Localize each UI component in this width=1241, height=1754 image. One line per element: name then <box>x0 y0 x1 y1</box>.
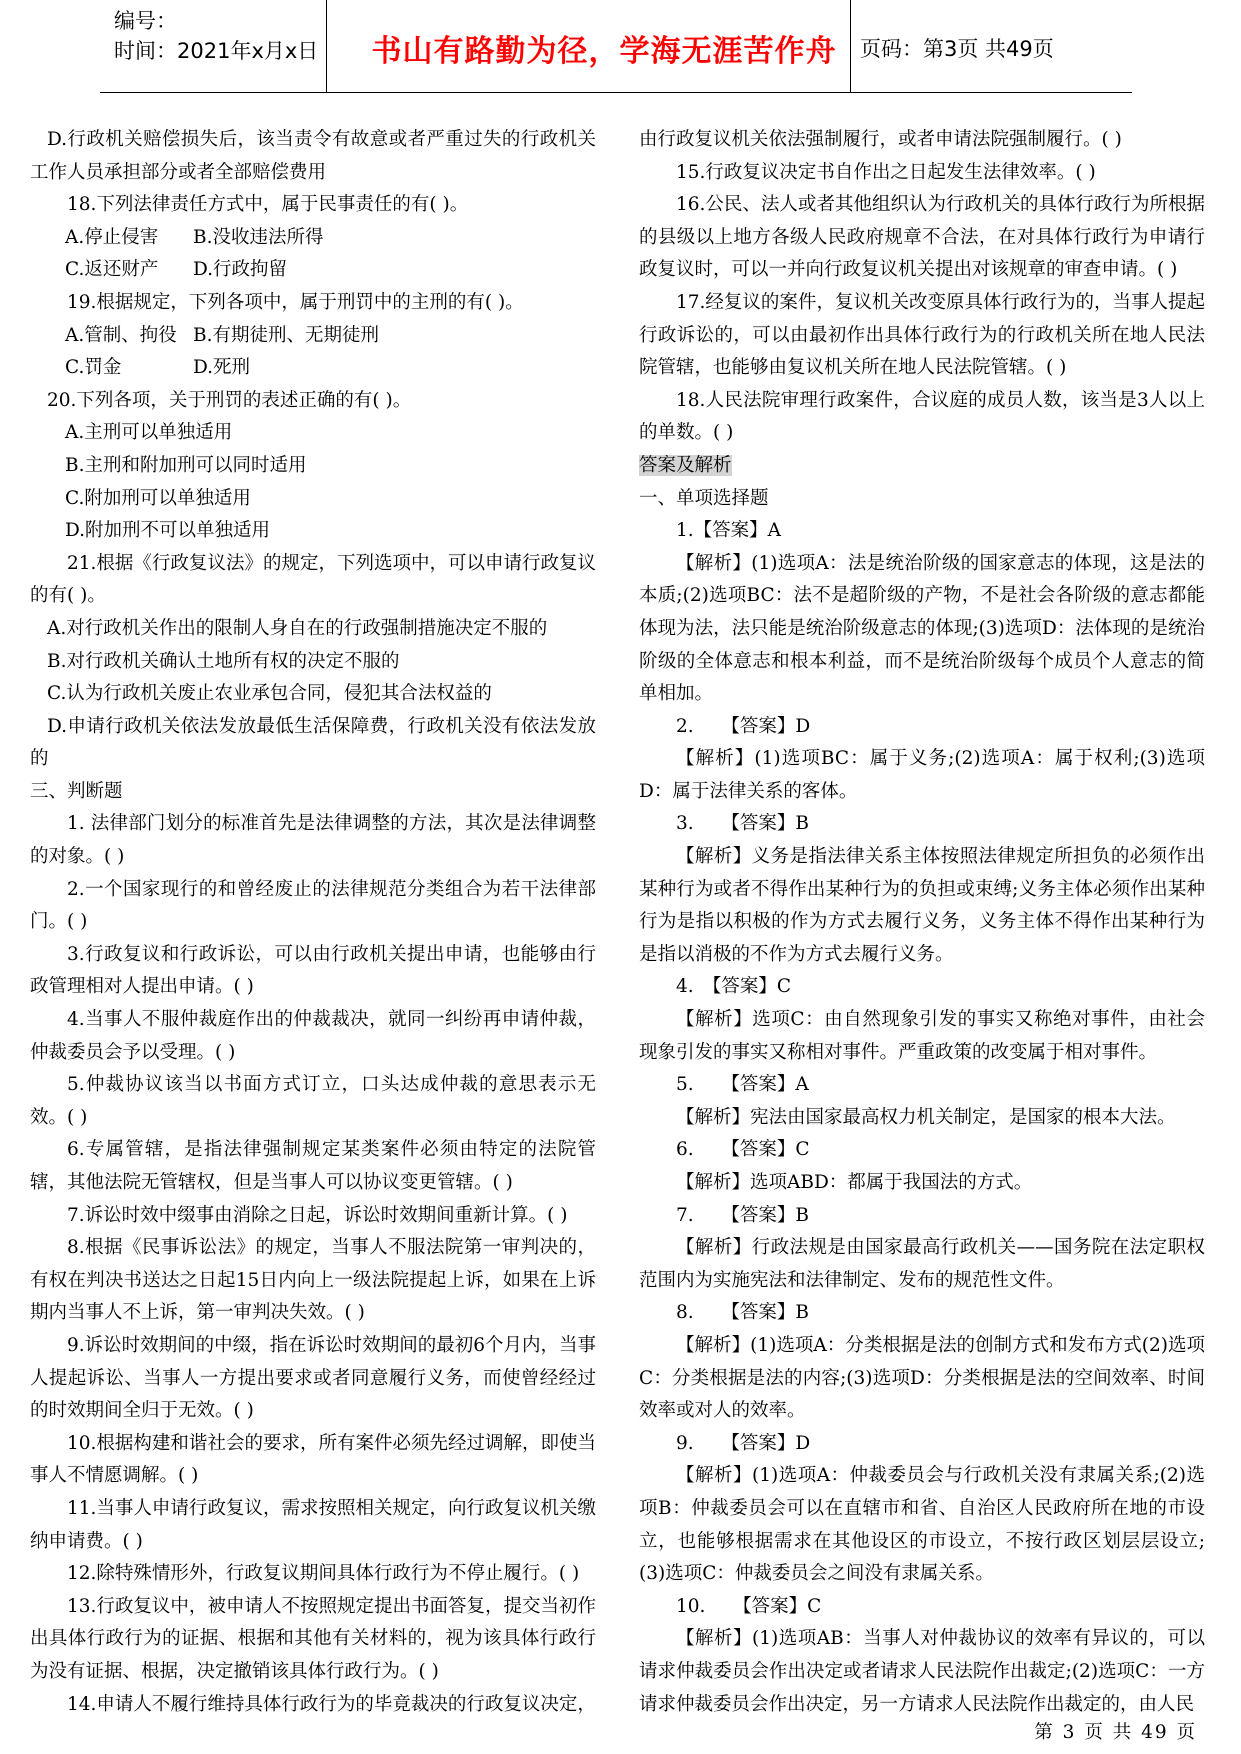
option-text: C.返还财产 <box>65 259 159 281</box>
highlighted-heading: 答案及解析 <box>639 454 732 476</box>
paragraph: 19.根据规定，下列各项中，属于刑罚中的主刑的有( )。 <box>67 291 524 313</box>
paragraph: 【解析】选项ABD：都属于我国法的方式。 <box>676 1172 1033 1193</box>
option-text: D.死刑 <box>193 357 251 379</box>
paragraph: 5. 【答案】A <box>676 1074 809 1096</box>
paragraph: 【解析】宪法由国家最高权力机关制定，是国家的根本大法。 <box>676 1106 1176 1128</box>
paragraph: 10.根据构建和谐社会的要求，所有案件必须先经过调解，即使当事人不情愿调解。( ) <box>30 1432 596 1487</box>
option-text: A.停止侵害 <box>65 226 159 248</box>
paragraph: C.认为行政机关废止农业承包合同，侵犯其合法权益的 <box>47 683 492 705</box>
header-divider-right <box>850 0 851 92</box>
option-row <box>30 320 596 353</box>
right-column <box>639 124 1205 1721</box>
paragraph: 【解析】(1)选项AB：当事人对仲裁协议的效率有异议的，可以请求仲裁委员会作出决定或者请求人民法院作出裁定;(2)选项C：一方请求仲裁委员会作出决定，另一方请求人民法院作出裁定的，由人民 <box>639 1628 1205 1715</box>
option-text: B.有期徒刑、无期徒刑 <box>193 324 379 346</box>
paragraph: 【解析】(1)选项A：分类根据是法的创制方式和发布方式(2)选项C：分类根据是法的内容;(3)选项D：分类根据是法的空间效率、时间效率或对人的效率。 <box>639 1334 1205 1422</box>
header-motto: 书山有路勤为径，学海无涯苦作舟 <box>371 34 837 69</box>
paragraph: 【解析】行政法规是由国家最高行政机关——国务院在法定职权范围内为实施宪法和法律制定、发布的规范性文件。 <box>639 1237 1205 1291</box>
option-text: A.管制、拘役 <box>65 324 177 346</box>
paragraph: 9. 【答案】D <box>676 1432 811 1454</box>
option-text: B.没收违法所得 <box>193 226 324 248</box>
paragraph: D.申请行政机关依法发放最低生活保障费，行政机关没有依法发放的 <box>30 715 596 770</box>
paragraph: 8.根据《民事诉讼法》的规定，当事人不服法院第一审判决的，有权在判决书送达之日起15日内向上一级法院提起上诉，如果在上诉期内当事人不上诉，第一审判决失效。( ) <box>30 1237 596 1324</box>
paragraph: 7.诉讼时效中缀事由消除之日起，诉讼时效期间重新计算。( ) <box>67 1204 568 1226</box>
paragraph: 【解析】(1)选项A：仲裁委员会与行政机关没有隶属关系;(2)选项B：仲裁委员会可以在直辖市和省、自治区人民政府所在地的市设立，也能够根据需求在其他设区的市设立，不按行政区划层层设立;(3)选项C：仲裁委员会之间没有隶属关系。 <box>639 1465 1205 1585</box>
paragraph: 6. 【答案】C <box>676 1139 810 1161</box>
paragraph: 13.行政复议中，被申请人不按照规定提出书面答复，提交当初作出具体行政行为的证据、根据和其他有关材料的，视为该具体行政行为没有证据、根据，决定撤销该具体行政行为。( ) <box>30 1595 596 1682</box>
paragraph: 一、单项选择题 <box>639 487 769 509</box>
paragraph: 1.【答案】A <box>676 520 782 542</box>
paragraph: 由行政复议机关依法强制履行，或者申请法院强制履行。( ) <box>639 129 1122 150</box>
paragraph: 18.人民法院审理行政案件，合议庭的成员人数，该当是3人以上的单数。( ) <box>639 389 1205 444</box>
paragraph: 【解析】(1)选项A：法是统治阶级的国家意志的体现，这是法的本质;(2)选项BC：法不是超阶级的产物，不是社会各阶级的意志都能体现为法，法只能是统治阶级意志的体现;(3)选项D：法体现的是统治阶级的全体意志和根本利益，而不是统治阶级每个成员个人意志的简单相加。 <box>639 552 1205 705</box>
paragraph: 3. 【答案】B <box>676 813 809 835</box>
paragraph: B.对行政机关确认土地所有权的决定不服的 <box>47 650 400 672</box>
paragraph: D.行政机关赔偿损失后，该当责令有故意或者严重过失的行政机关工作人员承担部分或者全部赔偿费用 <box>30 129 596 183</box>
page-footer: 第 3 页 共 49 页 <box>1034 1722 1197 1743</box>
paragraph: 3.行政复议和行政诉讼，可以由行政机关提出申请，也能够由行政管理相对人提出申请。( ) <box>30 943 596 998</box>
paragraph: 4. 【答案】C <box>676 976 792 998</box>
paragraph: 5.仲裁协议该当以书面方式订立，口头达成仲裁的意思表示无效。( ) <box>30 1074 596 1128</box>
paragraph: 10. 【答案】C <box>676 1595 822 1617</box>
paragraph: 【解析】选项C：由自然现象引发的事实又称绝对事件，由社会现象引发的事实又称相对事件。严重政策的改变属于相对事件。 <box>639 1009 1205 1063</box>
paragraph: D.附加刑不可以单独适用 <box>65 520 271 542</box>
paragraph: 15.行政复议决定书自作出之日起发生法律效率。( ) <box>676 161 1096 183</box>
option-row <box>30 222 596 255</box>
header-page-label: 页码：第3页 共49页 <box>860 37 1054 61</box>
paragraph: 18.下列法律责任方式中，属于民事责任的有( )。 <box>67 194 469 216</box>
paragraph: 9.诉讼时效期间的中缀，指在诉讼时效期间的最初6个月内，当事人提起诉讼、当事人一方提出要求或者同意履行义务，而使曾经经过的时效期间全归于无效。( ) <box>30 1334 596 1422</box>
paragraph: 【解析】(1)选项BC：属于义务;(2)选项A：属于权利;(3)选项D：属于法律关系的客体。 <box>639 748 1205 802</box>
option-row <box>30 254 596 287</box>
time-label: 时间：2021年x月x日 <box>114 39 319 63</box>
paragraph: A.对行政机关作出的限制人身自在的行政强制措施决定不服的 <box>47 617 548 639</box>
paragraph: A.主刑可以单独适用 <box>65 422 233 444</box>
paragraph: C.附加刑可以单独适用 <box>65 487 251 509</box>
number-label: 编号： <box>114 9 177 33</box>
paragraph: 4.当事人不服仲裁庭作出的仲裁裁决，就同一纠纷再申请仲裁，仲裁委员会予以受理。( ) <box>30 1009 596 1063</box>
paragraph: 7. 【答案】B <box>676 1204 809 1226</box>
paragraph: 2. 【答案】D <box>676 715 811 737</box>
paragraph: 21.根据《行政复议法》的规定，下列选项中，可以申请行政复议的有( )。 <box>30 552 596 607</box>
option-row <box>30 352 596 385</box>
paragraph: 14.申请人不履行维持具体行政行为的毕竟裁决的行政复议决定， <box>67 1693 596 1715</box>
paragraph: 6.专属管辖，是指法律强制规定某类案件必须由特定的法院管辖，其他法院无管辖权，但是当事人可以协议变更管辖。( ) <box>30 1139 596 1193</box>
paragraph: 11.当事人申请行政复议，需求按照相关规定，向行政复议机关缴纳申请费。( ) <box>30 1497 596 1552</box>
paragraph: 20.下列各项，关于刑罚的表述正确的有( )。 <box>47 389 412 411</box>
option-text: D.行政拘留 <box>193 259 288 281</box>
section-heading-answers <box>639 450 1205 483</box>
option-text: C.罚金 <box>65 357 122 379</box>
paragraph: 8. 【答案】B <box>676 1302 809 1324</box>
paragraph: 17.经复议的案件，复议机关改变原具体行政行为的，当事人提起行政诉讼的，可以由最初作出具体行政行为的行政机关所在地人民法院管辖，也能够由复议机关所在地人民法院管辖。( ) <box>639 291 1205 379</box>
paragraph: B.主刑和附加刑可以同时适用 <box>65 454 307 476</box>
paragraph: 【解析】义务是指法律关系主体按照法律规定所担负的必须作出某种行为或者不得作出某种行为的负担或束缚;义务主体必须作出某种行为是指以积极的作为方式去履行义务，义务主体不得作出某种行为是指以消极的不作为方式去履行义务。 <box>639 846 1205 965</box>
left-column <box>30 124 596 1721</box>
paragraph: 12.除特殊情形外，行政复议期间具体行政行为不停止履行。( ) <box>67 1563 580 1585</box>
paragraph: 三、判断题 <box>30 780 123 802</box>
paragraph: 1. 法律部门划分的标准首先是法律调整的方法，其次是法律调整的对象。( ) <box>30 813 596 868</box>
page-header <box>100 0 1132 93</box>
header-divider-left <box>326 0 327 92</box>
paragraph: 16.公民、法人或者其他组织认为行政机关的具体行政行为所根据的县级以上地方各级人民政府规章不合法，在对具体行政行为申请行政复议时，可以一并向行政复议机关提出对该规章的审查申请。( ) <box>639 194 1205 281</box>
paragraph: 2.一个国家现行的和曾经废止的法律规范分类组合为若干法律部门。( ) <box>30 878 596 933</box>
header-meta <box>114 6 318 66</box>
